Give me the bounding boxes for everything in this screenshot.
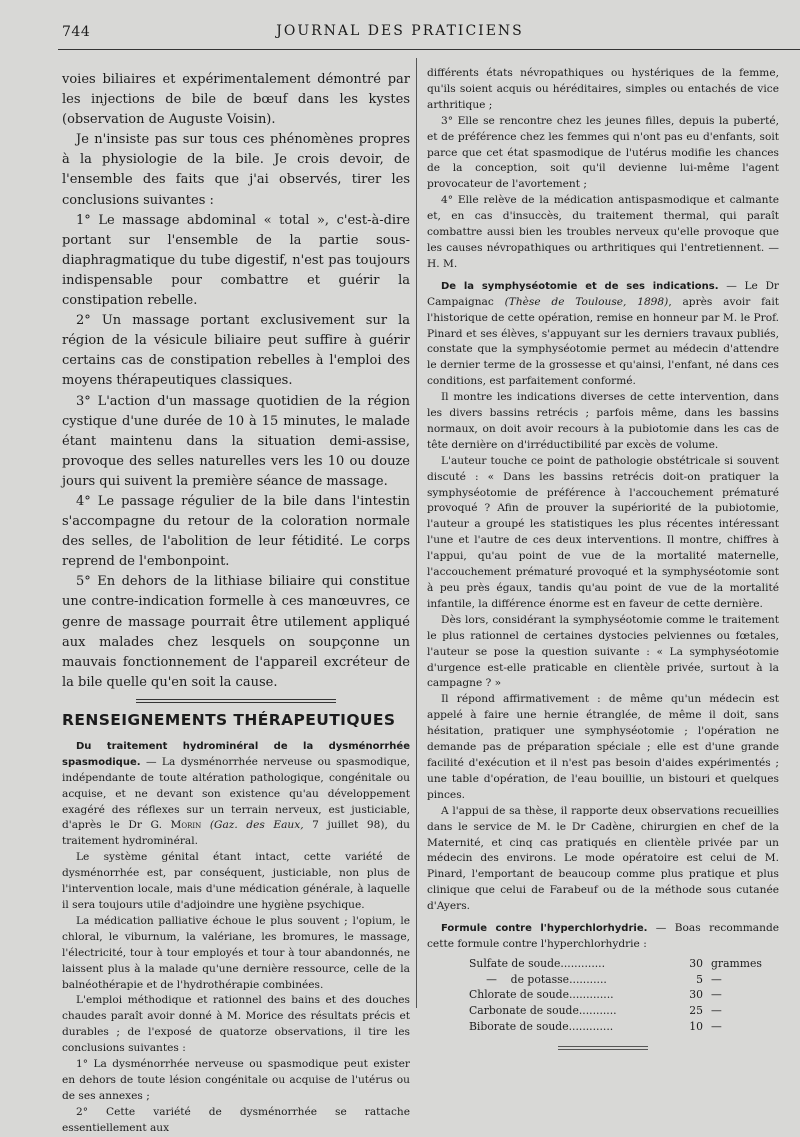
article-paragraph: L'emploi méthodique et rationnel des bains et des douches chaudes paraît avoir donné à M. Morice des résultats précis et durables ; de l'exposé de quatorze observations, il tire les conclusions suivantes :	[62, 994, 410, 1055]
ingredient-quantity: 25	[689, 1003, 703, 1017]
end-ornament-rule	[558, 1046, 648, 1050]
article-paragraph: Il montre les indications diverses de cette intervention, dans les divers bassins retrécis ; parfois même, dans les bassins normaux, on doit avoir recours à la pubiotomie dans les cas de tête dernière on d'irréductibilité par excès de volume.	[427, 391, 779, 451]
conclusion-item: 2° Un massage portant exclusivement sur la région de la vésicule biliaire peut suffire à guérir certains cas de constipation rebelles à l'emploi des moyens thérapeutiques classiques.	[62, 313, 410, 389]
ingredient-quantity: 30	[689, 988, 703, 1002]
ingredient-unit: —	[711, 1003, 722, 1017]
article-paragraph: 3° Elle se rencontre chez les jeunes filles, depuis la puberté, et de préférence chez les femmes qui n'ont pas eu d'enfants, soit parce que cet état spasmodique de l'utérus modifie les chances de la conception, soit qu'il devienne lui-même l'agent provocateur de l'avortement ;	[427, 114, 779, 191]
paragraph: Je n'insiste pas sur tous ces phénomènes propres à la physiologie de la bile. Je crois devoir, de l'ensemble des faits que j'ai observés, tirer les conclusions suivantes :	[62, 132, 410, 208]
article-paragraph: L'auteur touche ce point de pathologie obstétricale si souvent discuté : « Dans les bassins retrécis doit-on pratiquer la symphyséotomie de préférence à l'accouchement prématuré provoqué ? Afin de prouver la supériorité de la pubiotomie, l'auteur a groupé les statistiques les plus récentes intéressant l'une et l'autre de ces deux interventions. Il montre, chiffres à l'appui, qu'au point de vue de la mortalité maternelle, l'accouchement prématuré provoqué et la symphyséotomie sont à peu près égaux, tandis qu'au point de vue de la mortalité infantile, la différence énorme est en faveur de cette dernière.	[427, 454, 779, 610]
article-heading: De la symphyséotomie et de ses indications.	[441, 280, 719, 292]
ingredient-name: Carbonate de soude...........	[469, 1003, 617, 1017]
formula-row	[469, 987, 779, 1003]
formula-row	[469, 1003, 779, 1019]
article-paragraph: Du traitement hydrominéral de la dysménorrhée spasmodique. — La dysménorrhée nerveuse ou spasmodique, indépendante de toute altération pathologique, congénitale ou acquise, et ne devant son existence qu'au développement exagéré des réflexes sur un terrain nerveux, est justiciable, d'après le Dr G. Morin (Gaz. des Eaux, 7 juillet 98), du traitement hydrominéral.	[62, 740, 411, 848]
article-paragraph: Le système génital étant intact, cette variété de dysménorrhée est, par conséquent, justiciable, non plus de l'intervention locale, mais d'une médication générale, à laquelle il sera toujours utile d'adjoindre une hygiène psychique.	[62, 851, 410, 911]
ingredient-name: — de potasse...........	[469, 972, 607, 986]
page-number: 744	[62, 24, 91, 40]
ingredient-unit: grammes	[711, 956, 762, 970]
page-header	[0, 22, 800, 44]
article-paragraph: 1° La dysménorrhée nerveuse ou spasmodique peut exister en dehors de toute lésion congénitale ou acquise de l'utérus ou de ses annexes ;	[62, 1058, 410, 1102]
paragraph: voies biliaires et expérimentalement démontré par les injections de bile de bœuf dans les kystes (observation de Auguste Voisin).	[62, 72, 410, 128]
source-citation: (Thèse de Toulouse, 1898)	[504, 295, 669, 308]
column-divider	[416, 58, 417, 1008]
ingredient-quantity: 10	[689, 1019, 703, 1033]
formula-row	[469, 972, 779, 988]
section-title: RENSEIGNEMENTS THÉRAPEUTIQUES	[62, 710, 396, 729]
author-name: Morin	[170, 819, 202, 832]
article-heading: Du traitement hydrominéral de la dysménorrhée spasmodique.	[62, 740, 410, 768]
section-separator	[136, 699, 336, 703]
ingredient-unit: —	[711, 972, 722, 986]
article-paragraph: A l'appui de sa thèse, il rapporte deux observations recueillies dans le service de M. le Dr Cadène, chirurgien en chef de la Maternité, et cinq cas pratiqués en clientèle privée par un médecin des environs. Le mode opératoire est celui de M. Pinard, l'emportant de beaucoup comme plus pratique et plus clinique que celui de Farabeuf ou de la méthode sous cutanée d'Ayers.	[427, 804, 779, 913]
formula-row	[469, 956, 779, 972]
article-paragraph: Il répond affirmativement : de même qu'un médecin est appelé à faire une hernie étranglée, de même il doit, sans hésitation, pratiquer une symphyséotomie ; l'opération ne demande pas de préparation spéciale ; elle est d'une grande facilité d'exécution et il n'est pas besoin d'aides expérimentés ; une table d'opération, de l'eau bouillie, un bistouri et quelques pinces.	[427, 693, 779, 801]
ingredient-name: Chlorate de soude.............	[469, 988, 614, 1002]
ingredient-unit: —	[711, 1019, 722, 1033]
article-paragraph: 4° Elle relève de la médication antispasmodique et calmante et, en cas d'insuccès, du traitement thermal, qui paraît combattre aussi bien les troubles nerveux qu'elle provoque que les causes névropathiques ou arthritiques qui l'entretiennent. — H. M.	[427, 194, 779, 270]
conclusion-item: 5° En dehors de la lithiase biliaire qui constitue une contre-indication formelle à ces manœuvres, ce genre de massage pourrait être utilement appliqué aux malades chez lesquels on soupçonne un mauvais fonctionnement de l'appareil excréteur de la bile quelle qu'en soit la cause.	[62, 574, 410, 690]
formula-table	[469, 956, 779, 1035]
conclusion-item: 3° L'action d'un massage quotidien de la région cystique d'une durée de 10 à 15 minutes, le malade étant maintenu dans la situation demi-assise, provoque des selles naturelles vers les 10 ou douze jours qui suivent la première séance de massage.	[62, 393, 410, 489]
ingredient-name: Sulfate de soude.............	[469, 956, 606, 970]
article-paragraph: Formule contre l'hyperchlorhydrie. — Boas recommande cette formule contre l'hyperchlorhydrie :	[427, 922, 779, 950]
article-paragraph: Dès lors, considérant la symphyséotomie comme le traitement le plus rationnel de certaines dystocies pelviennes ou fœtales, l'auteur se pose la question suivante : « La symphyséotomie d'urgence est-elle praticable en clientèle privée, surtout à la campagne ? »	[427, 613, 779, 690]
running-title: JOURNAL DES PRATICIENS	[276, 23, 524, 39]
article-paragraph: La médication palliative échoue le plus souvent ; l'opium, le chloral, le viburnum, la valériane, les bromures, le massage, l'électricité, tour à tour employés et tour à tour abandonnés, ne laissent plus à la malade qu'une dernière ressource, celle de la balnéothérapie et de l'hydrothérapie combinées.	[62, 914, 410, 991]
article-paragraph: 2° Cette variété de dysménorrhée se rattache essentiellement aux	[62, 1105, 410, 1134]
ingredient-name: Biborate de soude.............	[469, 1019, 614, 1033]
article-paragraph: différents états névropathiques ou hystériques de la femme, qu'ils soient acquis ou héréditaires, simples ou entachés de vice arthritique ;	[427, 67, 779, 111]
formula-row	[469, 1019, 779, 1035]
ingredient-quantity: 5	[696, 972, 703, 986]
right-column	[427, 66, 779, 1050]
conclusion-item: 4° Le passage régulier de la bile dans l'intestin s'accompagne du retour de la coloration normale des selles, de l'abolition de leur fétidité. Le corps reprend de l'embonpoint.	[62, 493, 410, 570]
left-column	[62, 70, 410, 1137]
conclusion-item: 1° Le massage abdominal « total », c'est-à-dire portant sur l'ensemble de la partie sous-diaphragmatique du tube digestif, n'est pas toujours indispensable pour combattre et guérir la constipation rebelle.	[62, 212, 410, 309]
ingredient-unit: —	[711, 988, 722, 1002]
article-heading: Formule contre l'hyperchlorhydrie.	[441, 923, 648, 935]
header-rule	[58, 49, 800, 50]
article-paragraph: De la symphyséotomie et de ses indications. — Le Dr Campaignac (Thèse de Toulouse, 1898), après avoir fait l'historique de cette opération, remise en honneur par M. le Prof. Pinard et ses élèves, s'appuyant sur les derniers travaux publiés, constate que la symphyséotomie permet au médecin d'attendre le dernier terme de la grossesse et qu'ainsi, l'enfant, né dans ces conditions, est parfaitement conformé.	[427, 279, 779, 388]
ingredient-quantity: 30	[689, 956, 703, 970]
source-citation: (Gaz. des Eaux,	[201, 819, 304, 832]
